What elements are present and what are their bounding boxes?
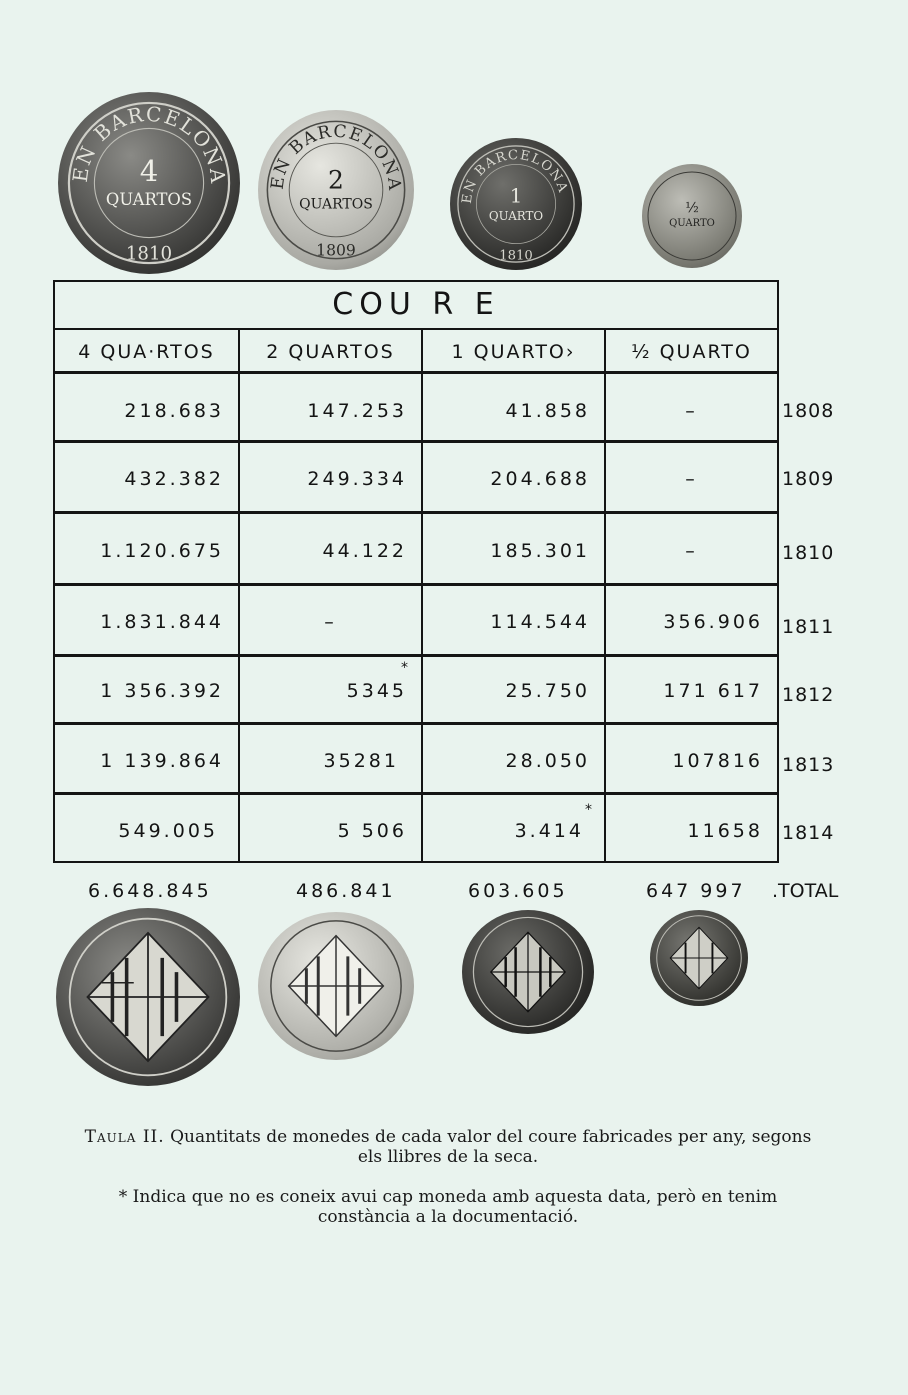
- year-label: 1809: [782, 468, 835, 490]
- table-cell: 41.858: [505, 400, 590, 422]
- coin-denomination: 2: [328, 165, 344, 195]
- table-cell: 28.050: [505, 750, 590, 772]
- column-header-4-quartos: 4 QUA·RTOS: [55, 330, 238, 374]
- asterisk-mark: *: [401, 660, 408, 676]
- table-cell: 5345: [346, 680, 407, 702]
- note-asterisk: *: [118, 1187, 128, 1207]
- total-2-quartos: 486.841: [296, 880, 396, 902]
- coin-legend: EN BARCELONA: [267, 121, 405, 193]
- year-label: 1810: [782, 542, 835, 564]
- table-cell: 218.683: [124, 400, 224, 422]
- table-cell: 107816: [672, 750, 763, 772]
- total-4-quartos: 6.648.845: [88, 880, 212, 902]
- table-cell: –: [324, 611, 337, 633]
- coin-year: 1809: [316, 241, 356, 260]
- table-cell: 44.122: [322, 540, 407, 562]
- coin-year: 1810: [499, 248, 533, 264]
- coin-unit: QUARTO: [669, 218, 715, 229]
- total-1-quarto: 603.605: [468, 880, 568, 902]
- year-label: 1812: [782, 684, 835, 706]
- coin-1-quarto-reverse: [462, 910, 594, 1034]
- coin-unit: QUARTOS: [105, 189, 193, 209]
- coin-4-quartos-obverse: [58, 92, 240, 274]
- coin-denomination: 1: [509, 184, 523, 208]
- table-cell: 1.831.844: [100, 611, 224, 633]
- year-label: 1813: [782, 754, 835, 776]
- table-cell: 25.750: [505, 680, 590, 702]
- table-cell: 1 139.864: [100, 750, 224, 772]
- table-cell: 11658: [687, 820, 763, 842]
- coin-4-quartos-reverse: [56, 908, 240, 1086]
- caption-note: [78, 1187, 818, 1227]
- table-cell: 3.414: [514, 820, 584, 842]
- table-cell: 171 617: [663, 680, 763, 702]
- coin-half-quarto-reverse: [650, 910, 748, 1006]
- table-cell: 1 356.392: [100, 680, 224, 702]
- coin-denomination: ½: [685, 200, 699, 216]
- total-label: .TOTAL: [772, 880, 839, 902]
- table-cell: –: [685, 468, 698, 490]
- table-cell: 35281: [323, 750, 399, 772]
- table-cell: 5 506: [337, 820, 407, 842]
- coinage-table: [53, 280, 779, 863]
- coin-year: 1810: [125, 243, 173, 265]
- table-title: COU R E: [55, 282, 777, 330]
- table-cell: 185.301: [490, 540, 590, 562]
- caption-text: Quantitats de monedes de cada valor del coure fabricades per any, segons els llibres de la seca.: [170, 1127, 812, 1167]
- coin-legend: EN BARCELONA: [67, 101, 231, 186]
- table-cell: 204.688: [490, 468, 590, 490]
- coin-denomination: 4: [139, 154, 159, 189]
- coin-unit: QUARTO: [488, 208, 544, 223]
- table-cell: 147.253: [307, 400, 407, 422]
- table-cell: 356.906: [663, 611, 763, 633]
- caption-label: Taula II.: [84, 1127, 165, 1147]
- table-cell: 114.544: [490, 611, 590, 633]
- year-label: 1814: [782, 822, 835, 844]
- column-header-1-quarto: 1 QUARTO›: [423, 330, 604, 374]
- coin-2-quartos-reverse: [258, 912, 414, 1060]
- table-cell: 432.382: [124, 468, 224, 490]
- table-cell: –: [685, 540, 698, 562]
- coin-unit: QUARTOS: [299, 196, 373, 213]
- table-cell: 549.005: [118, 820, 218, 842]
- note-text: Indica que no es coneix avui cap moneda amb aquesta data, però en tenim constància a la documentació.: [132, 1187, 778, 1227]
- year-label: 1808: [782, 400, 835, 422]
- coin-half-quarto-obverse: [642, 164, 742, 268]
- coin-2-quartos-obverse: [258, 110, 414, 270]
- table-caption: [78, 1127, 818, 1167]
- coin-legend: EN BARCELONA: [459, 147, 571, 205]
- coin-1-quarto-obverse: [450, 138, 582, 270]
- year-label: 1811: [782, 616, 835, 638]
- column-header-2-quartos: 2 QUARTOS: [240, 330, 421, 374]
- column-header-half-quarto: ½ QUARTO: [606, 330, 777, 374]
- asterisk-mark: *: [585, 802, 592, 818]
- table-cell: 1.120.675: [100, 540, 224, 562]
- total-half-quarto: 647 997: [646, 880, 746, 902]
- table-cell: –: [685, 400, 698, 422]
- table-cell: 249.334: [307, 468, 407, 490]
